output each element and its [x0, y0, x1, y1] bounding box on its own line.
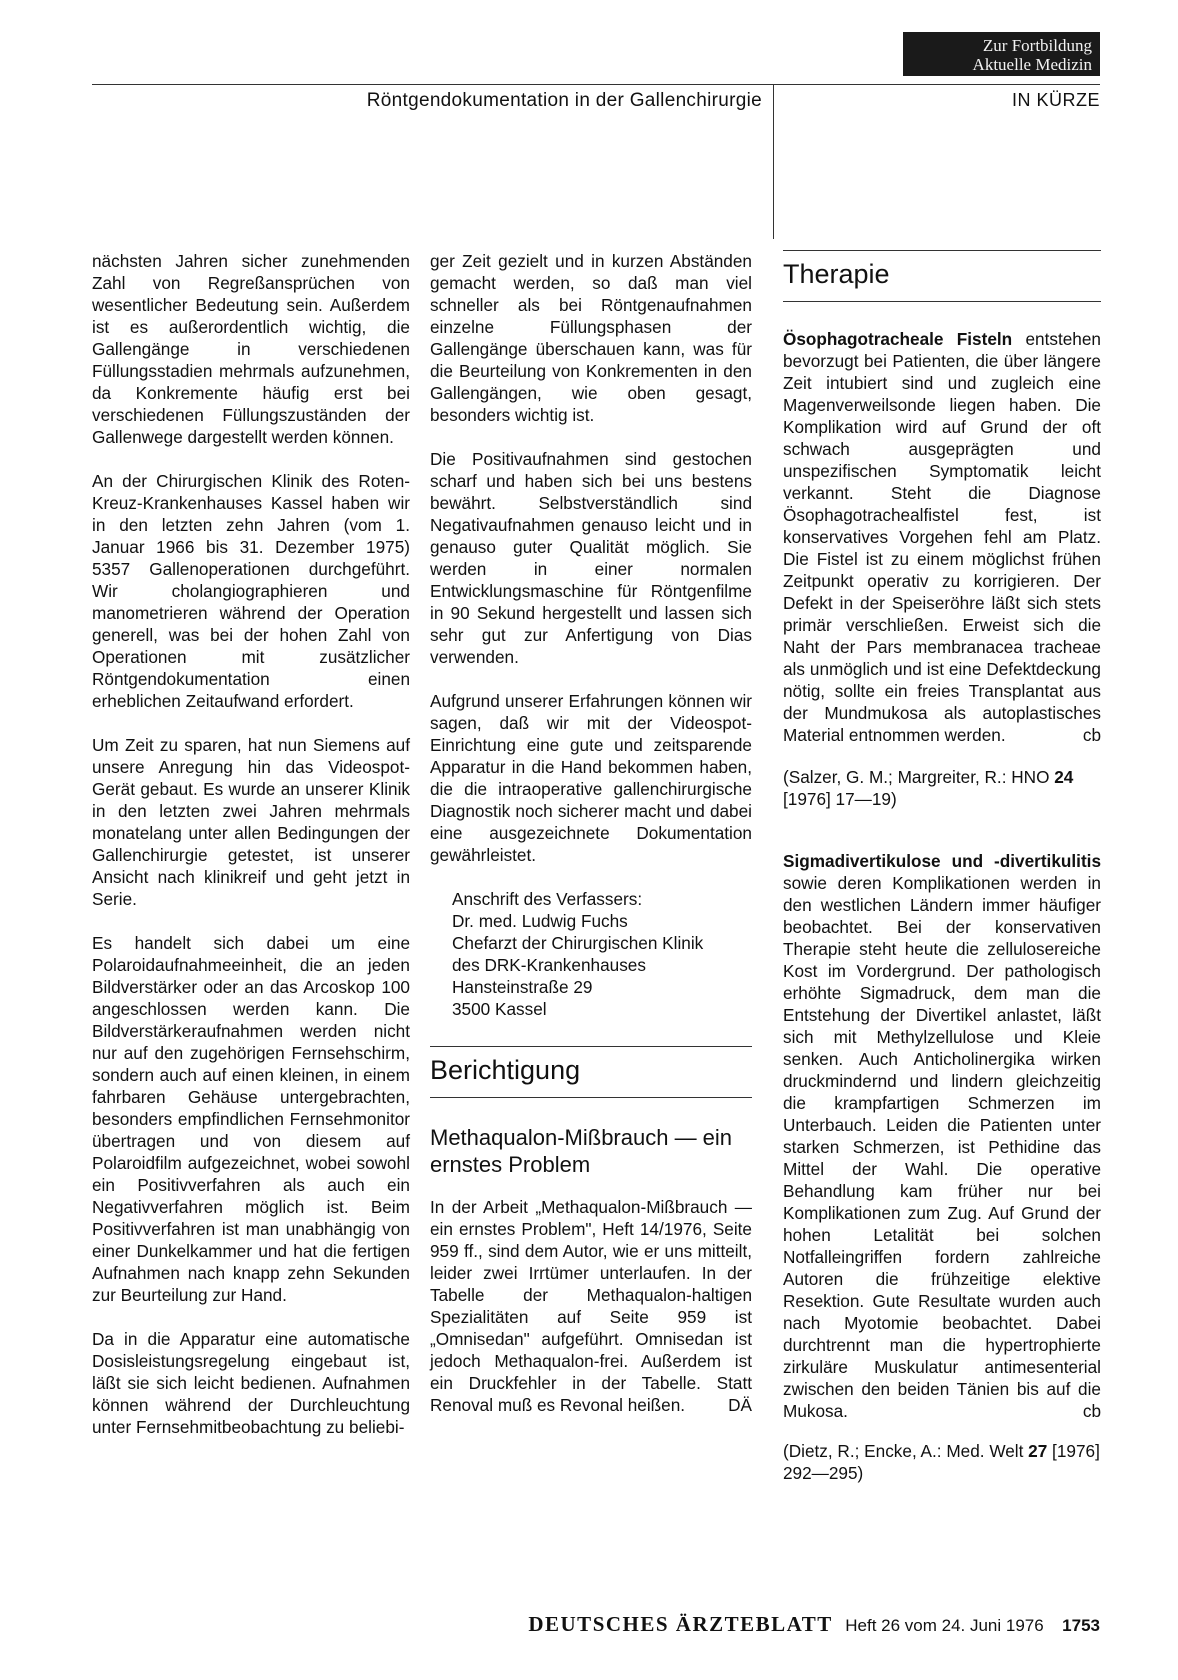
section-heading-berichtigung: Berichtigung — [430, 1046, 752, 1098]
author-sign: cb — [1082, 725, 1101, 745]
reference-text: (Dietz, R.; Encke, A.: Med. Welt — [783, 1441, 1029, 1461]
running-title: Röntgendokumentation in der Gallenchirurgie — [366, 90, 762, 111]
paragraph-text: sowie deren Komplikationen werden in den westlichen Ländern immer häufiger beobachtet. Bei der konservativen Therapie steht heute die zellulosereiche Kost im Vordergrund. Der pathologisch erhöhte Sigmadruck, dem man die Entstehung der Divertikel anlastet, läßt sich mit Methylzellulose und Kleie senken. Auch Anticholinergika wirken druckmindernd und lindern gleichzeitig die krampfartigen Schmerzen im Unterbauch. Leiden die Patienten unter starken Schmerzen, ist Pethidine das Mittel der Wahl. Die operative Behandlung kam früher nur bei Komplikationen zum Zug. Auf Grund der hohen Letalität bei solchen Notfalleingriffen fordern zahlreiche Autoren die frühzeitige elektive Resektion. Gute Resultate wurden auch nach Myotomie beobachtet. Dabei durchtrennt man die hypertrophierte zirkuläre Muskulatur antimesenterial zwischen den beiden Tänien bis auf die Mukosa. — [783, 873, 1101, 1421]
address-line: 3500 Kassel — [452, 999, 547, 1019]
top-rule — [92, 84, 1100, 85]
paragraph — [783, 328, 1101, 746]
paragraph: nächsten Jahren sicher zunehmenden Zahl von Regreßansprüchen von wesentlicher Bedeutung sein. Außerdem ist es außerordentlich wichtig, die Gallengänge in verschiedenen Füllungsstadien mehrmals aufzunehmen, da Konkremente häufig erst bei verschiedenen Füllungszuständen der Gallenwege dargestellt werden können. — [92, 251, 410, 447]
address-line: des DRK-Krankenhauses — [452, 955, 646, 975]
author-sign: DÄ — [728, 1395, 752, 1415]
address-line: Chefarzt der Chirurgischen Klinik — [452, 933, 704, 953]
article-heading: Methaqualon-Mißbrauch — ein ernstes Problem — [430, 1125, 733, 1177]
address-line: Dr. med. Ludwig Fuchs — [452, 911, 628, 931]
paragraph: Es handelt sich dabei um eine Polaroidaufnahmeeinheit, die an jeden Bildverstärker oder an das Arcoskop 100 angeschlossen werden kann. Die Bildverstärkeraufnahmen werden nicht nur auf den zugehörigen Fernsehschirm, sondern auch auf einen kleinen, in einem fahrbaren Gehäuse untergebrachten, besonders empfindlichen Fernsehmonitor übertragen und von diesem auf Polaroidfilm aufgezeichnet, wobei sowohl ein Positivverfahren als auch ein Negativverfahren möglich ist. Beim Positivverfahren ist man unabhängig von einer Dunkelkammer und hat die fertigen Aufnahmen nach knapp zehn Sekunden zur Beurteilung zur Hand. — [92, 933, 410, 1305]
paragraph — [783, 850, 1101, 1422]
page-number: 1753 — [1062, 1616, 1100, 1635]
paragraph: Die Positivaufnahmen sind gestochen scharf und haben sich bei uns bestens bewährt. Selbstverständlich sind Negativaufnahmen genauso leicht und in genauso guter Qualität möglich. Sie werden in einer normalen Entwicklungsmaschine für Röntgenfilme in 90 Sekund hergestellt und lassen sich sehr gut zur Anfertigung von Dias verwenden. — [430, 449, 752, 667]
header-vertical-rule — [773, 84, 774, 239]
reference-volume: 27 — [1028, 1441, 1048, 1461]
reference-text: [1976] 292—295) — [783, 1441, 1100, 1483]
article-lead: Sigmadivertikulose und -divertikulitis — [783, 851, 1101, 871]
section-label: IN KÜRZE — [1011, 90, 1100, 110]
rubric-line-2: Aktuelle Medizin — [972, 55, 1092, 74]
column-3 — [783, 250, 1101, 1506]
column-2 — [430, 250, 752, 1438]
paragraph-text: In der Arbeit „Methaqualon-Mißbrauch — ein ernstes Problem", Heft 14/1976, Seite 959 ff., sind dem Autor, wie er uns mitteilt, leider zwei Irrtümer unterlaufen. In der Tabelle der Methaqualon-haltigen Spezialitäten auf Seite 959 ist „Omnisedan" aufgeführt. Omnisedan ist jedoch Methaqualon-frei. Außerdem ist ein Druckfehler in der Tabelle. Statt Renoval muß es Revonal heißen. — [430, 1197, 752, 1415]
issue-info: Heft 26 vom 24. Juni 1976 — [845, 1616, 1044, 1635]
column-1 — [92, 250, 410, 1460]
reference-volume: 24 — [1054, 767, 1074, 787]
paragraph — [430, 1196, 752, 1416]
paragraph: An der Chirurgischen Klinik des Roten-Kreuz-Krankenhauses Kassel haben wir in den letzten zehn Jahren (vom 1. Januar 1966 bis 31. Dezember 1975) 5357 Gallenoperationen durchgeführt. Wir cholangiographieren und manometrieren während der Operation generell, was bei der hohen Zahl von Operationen mit zusätzlicher Röntgendokumentation einen erheblichen Zeitaufwand erfordert. — [92, 471, 410, 711]
paragraph: Da in die Apparatur eine automatische Dosisleistungsregelung eingebaut ist, läßt sie sich leicht bedienen. Aufnahmen können während der Durchleuchtung unter Fernsehmitbeobachtung zu beliebi- — [92, 1329, 410, 1437]
reference — [783, 766, 1101, 810]
rubric-line-1: Zur Fortbildung — [982, 36, 1092, 55]
rubric-box — [903, 32, 1100, 76]
page-footer — [350, 1612, 1100, 1637]
journal-name: DEUTSCHES ÄRZTEBLATT — [528, 1612, 833, 1636]
paragraph: Aufgrund unserer Erfahrungen können wir sagen, daß wir mit der Videospot-Einrichtung eine gute und zeitsparende Apparatur in die Hand bekommen haben, die die intraoperative gallenchirurgische Diagnostik noch sicherer macht und dabei eine ausgezeichnete Dokumentation gewährleistet. — [430, 691, 752, 865]
address-line: Hansteinstraße 29 — [452, 977, 593, 997]
reference-text: (Salzer, G. M.; Margreiter, R.: HNO — [783, 767, 1055, 787]
paragraph: ger Zeit gezielt und in kurzen Abständen gemacht werden, so daß man viel schneller als bei Röntgenaufnahmen einzelne Füllungsphasen der Gallengänge überschauen kann, was für die Beurteilung von Konkrementen in den Gallengängen, wie oben gesagt, besonders wichtig ist. — [430, 251, 752, 425]
reference-text: [1976] 17—19) — [783, 789, 897, 809]
reference — [783, 1440, 1101, 1484]
address-line: Anschrift des Verfassers: — [452, 889, 643, 909]
article-lead: Ösophagotracheale Fisteln — [783, 329, 1013, 349]
author-sign: cb — [1082, 1401, 1101, 1421]
section-heading-therapie: Therapie — [783, 250, 1101, 302]
paragraph-text: entstehen bevorzugt bei Patienten, die über längere Zeit intubiert sind und zugleich eine Magenverweilsonde liegen haben. Die Komplikation wird auf Grund der oft schwach ausgeprägten und unspezifischen Symptomatik leicht verkannt. Steht die Diagnose Ösophagotrachealfistel fest, ist konservatives Vorgehen fehl am Platz. Die Fistel ist zu einem möglichst frühen Zeitpunkt operativ zu korrigieren. Der Defekt in der Speiseröhre läßt sich stets primär verschließen. Erweist sich die Naht der Pars membranacea tracheae als unmöglich und ist eine Defektdeckung nötig, sollte ein freies Transplantat aus der Mundmukosa als autoplastisches Material entnommen werden. — [783, 329, 1101, 745]
author-address — [452, 888, 752, 1020]
paragraph: Um Zeit zu sparen, hat nun Siemens auf unsere Anregung hin das Videospot-Gerät gebaut. Es wurde an unserer Klinik in den letzten zwei Jahren mehrmals monatelang unter allen Bedingungen der Gallenchirurgie getestet, ist unserer Ansicht nach klinikreif und geht jetzt in Serie. — [92, 735, 410, 909]
